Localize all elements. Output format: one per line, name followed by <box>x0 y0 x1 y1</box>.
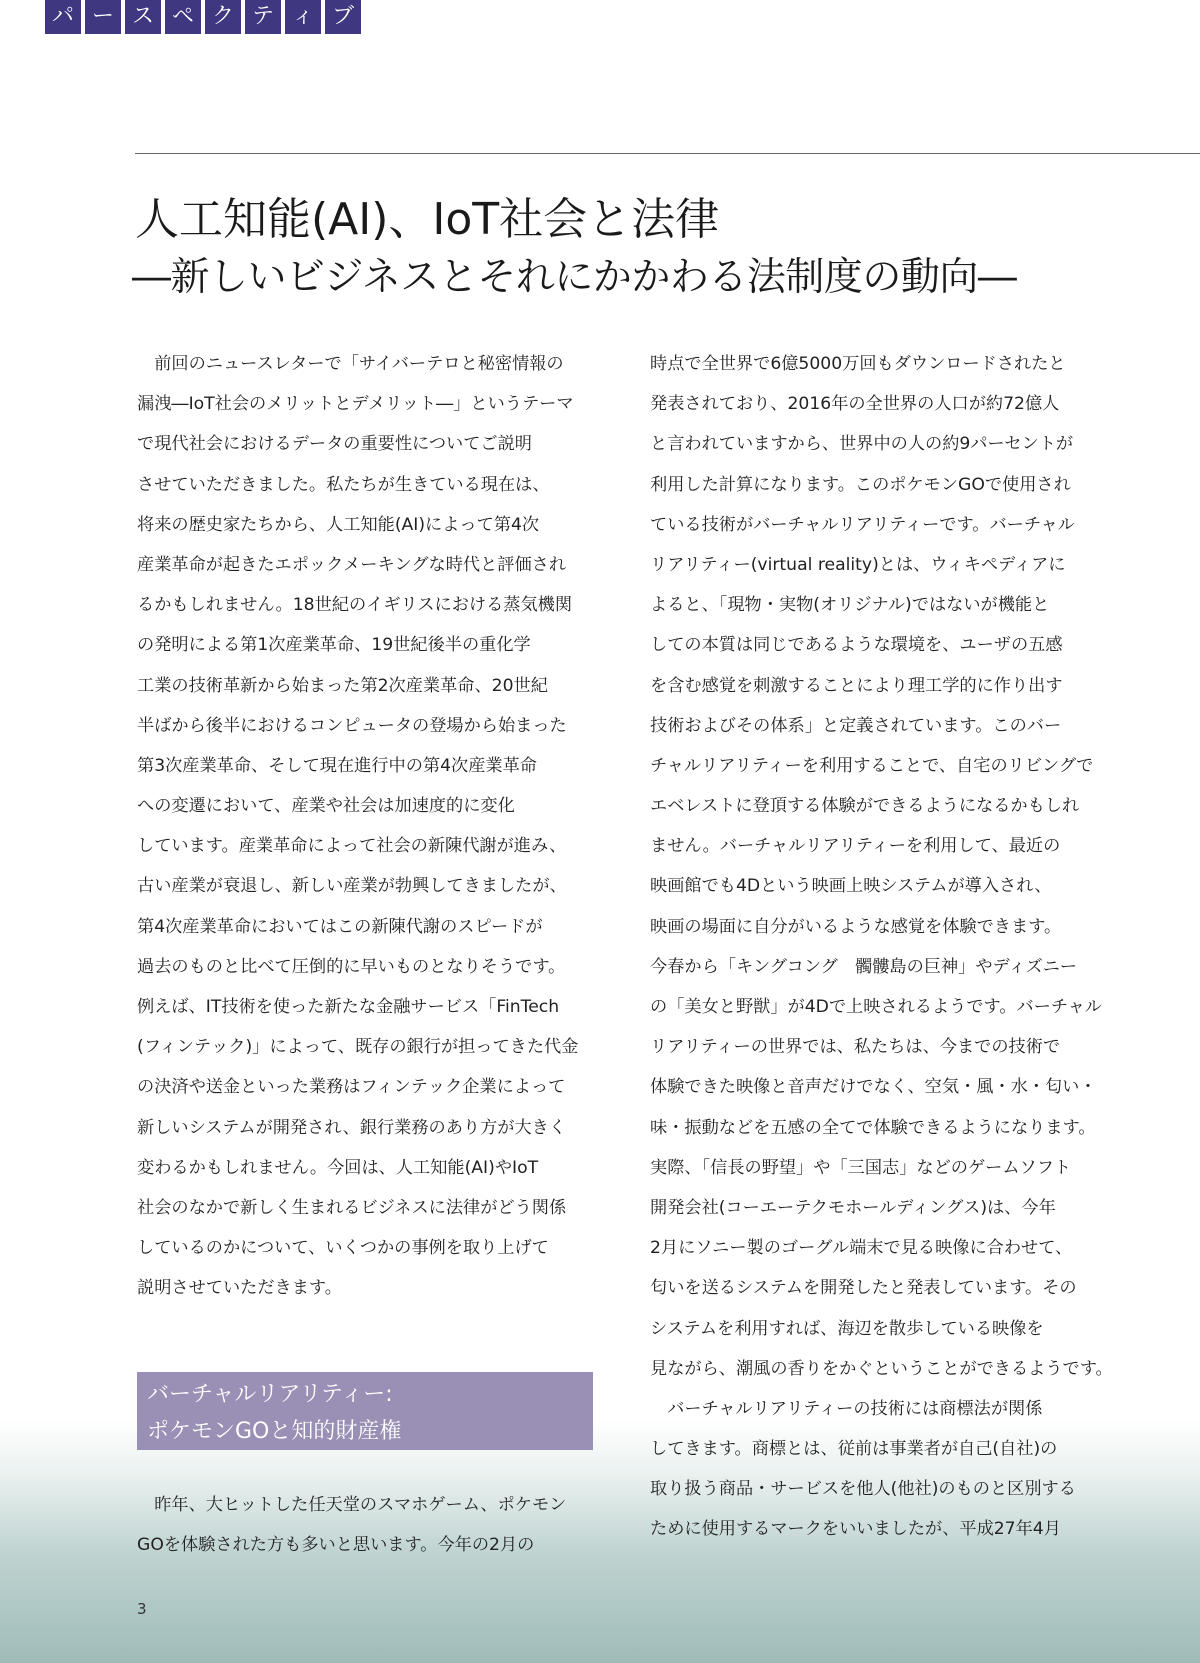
section-heading <box>137 1372 593 1450</box>
body-text-line: るかもしれません。18世紀のイギリスにおける蒸気機関 <box>137 595 573 616</box>
body-text-line: 取り扱う商品・サービスを他人(他社)のものと区別する <box>650 1479 1076 1500</box>
body-text-line: リアリティー(virtual reality)とは、ウィキペディアに <box>650 554 1066 575</box>
body-text-line: 実際、「信長の野望」や「三国志」などのゲームソフト <box>650 1157 1072 1178</box>
series-tag-char: ィ <box>285 0 321 34</box>
body-text-line: 発表されており、2016年の全世界の人口が約72億人 <box>650 394 1060 415</box>
left-column-after-section <box>137 1485 603 1565</box>
body-text-line: ために使用するマークをいいましたが、平成27年4月 <box>650 1519 1061 1540</box>
header-rule <box>135 153 1200 154</box>
article-title: 人工知能(AI)、IoT社会と法律 <box>135 194 720 245</box>
body-text-line: 変わるかもしれません。今回は、人工知能(AI)やIoT <box>137 1157 539 1178</box>
body-text-line: (フィンテック)」によって、既存の銀行が担ってきた代金 <box>137 1037 579 1058</box>
body-text-line: の発明による第1次産業革命、19世紀後半の重化学 <box>137 635 531 656</box>
body-text-line: 古い産業が衰退し、新しい産業が勃興してきましたが、 <box>137 876 567 897</box>
article-subtitle: ―新しいビジネスとそれにかかわる法制度の動向― <box>132 255 1017 300</box>
series-tag-char: テ <box>245 0 281 34</box>
body-text-line: ません。バーチャルリアリティーを利用して、最近の <box>650 836 1061 857</box>
body-text-line: GOを体験された方も多いと思います。今年の2月の <box>137 1535 535 1556</box>
body-text-line: リアリティーの世界では、私たちは、今までの技術で <box>650 1037 1061 1058</box>
body-text-line: エベレストに登頂する体験ができるようになるかもしれ <box>650 796 1080 817</box>
body-text-line: チャルリアリティーを利用することで、自宅のリビングで <box>650 755 1094 776</box>
body-text-line: 映画館でも4Dという映画上映システムが導入され、 <box>650 876 1052 897</box>
body-text-line: してきます。商標とは、従前は事業者が自己(自社)の <box>650 1439 1058 1460</box>
body-text-line: 社会のなかで新しく生まれるビジネスに法律がどう関係 <box>137 1197 567 1218</box>
body-text-line: ている技術がバーチャルリアリティーです。バーチャル <box>650 514 1075 535</box>
body-text-line: の決済や送金といった業務はフィンテック企業によって <box>137 1077 566 1098</box>
body-text-line: 2月にソニー製のゴーグル端末で見る映像に合わせて、 <box>650 1238 1073 1259</box>
series-tag-char: ク <box>205 0 241 34</box>
series-tag-char: ー <box>85 0 121 34</box>
body-text-line: 第3次産業革命、そして現在進行中の第4次産業革命 <box>137 755 537 776</box>
body-text-line: 将来の歴史家たちから、人工知能(AI)によって第4次 <box>137 514 540 535</box>
left-column <box>137 344 603 1309</box>
body-text-line: 利用した計算になります。このポケモンGOで使用され <box>650 474 1071 495</box>
body-text-line: 漏洩―IoT社会のメリットとデメリット―」というテーマ <box>137 394 574 415</box>
body-text-line: よると、「現物・実物(オリジナル)ではないが機能と <box>650 595 1050 616</box>
body-text-line: 産業革命が起きたエポックメーキングな時代と評価され <box>137 554 567 575</box>
body-text-line: を含む感覚を刺激することにより理工学的に作り出す <box>650 675 1063 696</box>
body-text-line: 半ばから後半におけるコンピュータの登場から始まった <box>137 715 567 736</box>
series-tag-char: ブ <box>325 0 361 34</box>
body-text-line: 第4次産業革命においてはこの新陳代謝のスピードが <box>137 916 543 937</box>
body-text-line: 時点で全世界で6億5000万回もダウンロードされたと <box>650 354 1066 374</box>
page-number: 3 <box>137 1600 147 1618</box>
body-text-line: しているのかについて、いくつかの事例を取り上げて <box>137 1238 549 1259</box>
body-text-line: 見ながら、潮風の香りをかぐということができるようです。 <box>650 1358 1113 1379</box>
body-text-line: 昨年、大ヒットした任天堂のスマホゲーム、ポケモン <box>137 1495 567 1515</box>
section-heading-line: バーチャルリアリティー: <box>147 1382 393 1407</box>
body-text-line: 例えば、IT技術を使った新たな金融サービス「FinTech <box>137 997 560 1017</box>
body-text-line: への変遷において、産業や社会は加速度的に変化 <box>137 796 515 817</box>
body-text-line: 前回のニュースレターで「サイバーテロと秘密情報の <box>137 354 564 374</box>
series-tag <box>45 0 361 34</box>
body-text-line: システムを利用すれば、海辺を散歩している映像を <box>650 1318 1044 1339</box>
body-text-line: 開発会社(コーエーテクモホールディングス)は、今年 <box>650 1197 1056 1218</box>
body-text-line: 匂いを送るシステムを開発したと発表しています。その <box>650 1278 1077 1299</box>
series-tag-char: ペ <box>165 0 201 34</box>
body-text-line: で現代社会におけるデータの重要性についてご説明 <box>137 434 532 455</box>
body-text-line: しています。産業革命によって社会の新陳代謝が進み、 <box>137 836 567 857</box>
body-text-line: しての本質は同じであるような環境を、ユーザの五感 <box>650 635 1063 656</box>
body-text-line: 過去のものと比べて圧倒的に早いものとなりそうです。 <box>137 956 566 977</box>
body-text-line: 体験できた映像と音声だけでなく、空気・風・水・匂い・ <box>650 1077 1097 1098</box>
body-text-line: 今春から「キングコング 髑髏島の巨神」やディズニー <box>650 956 1078 977</box>
body-text-line: の「美女と野獣」が4Dで上映されるようです。バーチャル <box>650 997 1102 1017</box>
section-heading-line: ポケモンGOと知的財産権 <box>147 1419 402 1444</box>
body-text-line: 映画の場面に自分がいるような感覚を体験できます。 <box>650 916 1062 937</box>
right-column <box>650 344 1118 1550</box>
body-text-line: 技術およびその体系」と定義されています。このバー <box>650 715 1062 736</box>
body-text-line: バーチャルリアリティーの技術には商標法が関係 <box>650 1398 1043 1419</box>
body-text-line: 説明させていただきます。 <box>137 1278 342 1299</box>
body-text-line: と言われていますから、世界中の人の約9パーセントが <box>650 434 1074 455</box>
series-tag-char: パ <box>45 0 81 34</box>
body-text-line: 工業の技術革新から始まった第2次産業革命、20世紀 <box>137 675 548 696</box>
series-tag-char: ス <box>125 0 161 34</box>
body-text-line: させていただきました。私たちが生きている現在は、 <box>137 474 550 495</box>
body-text-line: 新しいシステムが開発され、銀行業務のあり方が大きく <box>137 1117 567 1138</box>
body-text-line: 味・振動などを五感の全てで体験できるようになります。 <box>650 1117 1096 1138</box>
